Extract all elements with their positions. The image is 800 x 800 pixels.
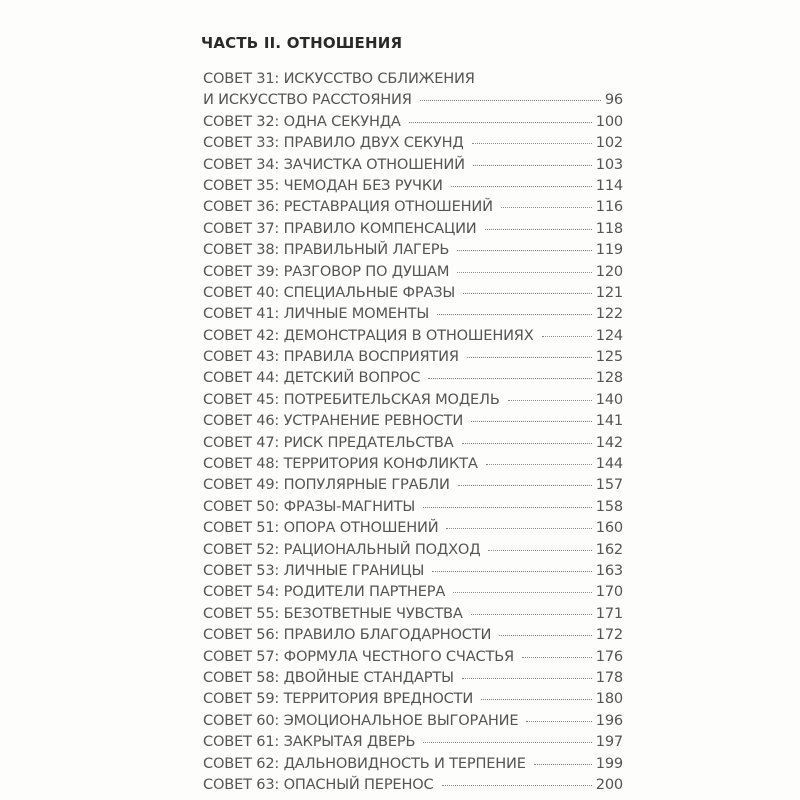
dot-leader [457,272,592,273]
toc-entry-title: СОВЕТ 63: ОПАСНЫЙ ПЕРЕНОС [203,775,434,793]
table-of-contents [203,70,623,797]
toc-entry-title: СОВЕТ 31: ИСКУССТВО СБЛИЖЕНИЯ [203,70,475,87]
toc-entry-title: СОВЕТ 43: ПРАВИЛА ВОСПРИЯТИЯ [203,348,459,366]
toc-entry-title: СОВЕТ 32: ОДНА СЕКУНДА [203,112,401,130]
toc-entry [203,113,623,134]
toc-entry-page: 171 [595,604,623,622]
toc-entry [203,712,623,733]
dot-leader [508,400,592,401]
toc-entry [203,177,623,198]
toc-entry-page: 180 [595,690,623,708]
toc-entry-page: 120 [595,262,623,280]
toc-entry-page: 163 [595,561,623,579]
toc-entry-title: СОВЕТ 59: ТЕРРИТОРИЯ ВРЕДНОСТИ [203,690,474,708]
toc-entry-page: 162 [595,540,623,558]
toc-entry [203,519,623,540]
toc-entry-title: СОВЕТ 40: СПЕЦИАЛЬНЫЕ ФРАЗЫ [203,283,456,301]
dot-leader [542,336,592,337]
toc-entry-page: 176 [595,647,623,665]
toc-entry-title: СОВЕТ 55: БЕЗОТВЕТНЫЕ ЧУВСТВА [203,604,463,622]
dot-leader [522,657,592,658]
toc-entry-page: 119 [595,241,623,259]
dot-leader [467,357,592,358]
toc-entry [203,241,623,262]
dot-leader [432,571,592,572]
toc-entry-title: СОВЕТ 37: ПРАВИЛО КОМПЕНСАЦИИ [203,219,477,237]
toc-entry-page: 114 [595,176,623,194]
toc-entry-title: СОВЕТ 45: ПОТРЕБИТЕЛЬСКАЯ МОДЕЛЬ [203,390,500,408]
dot-leader [499,635,592,636]
toc-entry-page: 199 [595,754,623,772]
toc-entry [203,70,623,91]
section-heading: ЧАСТЬ II. ОТНОШЕНИЯ [201,34,403,52]
toc-entry-title: СОВЕТ 54: РОДИТЕЛИ ПАРТНЕРА [203,583,446,601]
toc-entry [203,284,623,305]
toc-entry-page: 172 [595,626,623,644]
toc-entry-title: СОВЕТ 57: ФОРМУЛА ЧЕСТНОГО СЧАСТЬЯ [203,647,514,665]
toc-entry-title: СОВЕТ 58: ДВОЙНЫЕ СТАНДАРТЫ [203,668,454,686]
dot-leader [463,293,592,294]
toc-entry-page: 200 [595,775,623,793]
dot-leader [526,721,591,722]
dot-leader [423,507,592,508]
toc-entry [203,412,623,433]
dot-leader [485,229,592,230]
toc-entry [203,327,623,348]
toc-entry [203,755,623,776]
toc-entry-page: 125 [595,348,623,366]
toc-entry [203,583,623,604]
toc-entry-page: 128 [595,369,623,387]
toc-entry-page: 170 [595,583,623,601]
toc-entry [203,733,623,754]
toc-entry-page: 142 [595,433,623,451]
toc-entry-page: 178 [595,668,623,686]
toc-entry-title: СОВЕТ 39: РАЗГОВОР ПО ДУШАМ [203,262,450,280]
toc-entry [203,369,623,390]
toc-entry [203,220,623,241]
dot-leader [472,143,592,144]
toc-entry-page: 196 [595,711,623,729]
dot-leader [462,443,592,444]
toc-entry-page: 197 [595,733,623,751]
toc-entry [203,648,623,669]
toc-entry [203,134,623,155]
dot-leader [437,314,592,315]
toc-entry-page: 100 [595,112,623,130]
toc-entry [203,305,623,326]
toc-entry [203,541,623,562]
toc-entry-title: СОВЕТ 61: ЗАКРЫТАЯ ДВЕРЬ [203,733,416,751]
toc-entry [203,776,623,797]
toc-entry-title: СОВЕТ 56: ПРАВИЛО БЛАГОДАРНОСТИ [203,626,492,644]
dot-leader [473,165,592,166]
dot-leader [451,186,592,187]
toc-entry-page: 116 [595,198,623,216]
toc-entry-title: СОВЕТ 34: ЗАЧИСТКА ОТНОШЕНИЙ [203,155,465,173]
dot-leader [471,614,592,615]
toc-entry-title: СОВЕТ 36: РЕСТАВРАЦИЯ ОТНОШЕНИЙ [203,198,493,216]
toc-entry-page: 158 [595,497,623,515]
toc-entry-title: И ИСКУССТВО РАССТОЯНИЯ [203,91,412,109]
toc-entry [203,348,623,369]
toc-entry-title: СОВЕТ 52: РАЦИОНАЛЬНЫЙ ПОДХОД [203,540,481,558]
toc-entry [203,562,623,583]
toc-entry-title: СОВЕТ 35: ЧЕМОДАН БЕЗ РУЧКИ [203,176,443,194]
toc-entry-title: СОВЕТ 41: ЛИЧНЫЕ МОМЕНТЫ [203,305,430,323]
dot-leader [420,100,601,101]
toc-entry-title: СОВЕТ 49: ПОПУЛЯРНЫЕ ГРАБЛИ [203,476,450,494]
dot-leader [423,742,591,743]
toc-entry [203,476,623,497]
toc-entry [203,198,623,219]
toc-entry [203,156,623,177]
toc-entry [203,626,623,647]
toc-entry [203,455,623,476]
toc-entry-page: 141 [595,412,623,430]
toc-entry-page: 118 [595,219,623,237]
toc-entry-page: 144 [595,455,623,473]
dot-leader [409,122,592,123]
dot-leader [488,550,591,551]
toc-entry-page: 103 [595,155,623,173]
toc-entry [203,91,623,112]
toc-entry-title: СОВЕТ 46: УСТРАНЕНИЕ РЕВНОСТИ [203,412,464,430]
toc-entry [203,690,623,711]
dot-leader [501,207,592,208]
toc-entry-page: 160 [595,519,623,537]
dot-leader [446,528,591,529]
dot-leader [458,485,592,486]
toc-entry-page: 102 [595,134,623,152]
toc-entry-title: СОВЕТ 33: ПРАВИЛО ДВУХ СЕКУНД [203,134,464,152]
toc-entry [203,263,623,284]
toc-entry-page: 96 [604,91,623,109]
toc-entry-title: СОВЕТ 48: ТЕРРИТОРИЯ КОНФЛИКТА [203,455,478,473]
toc-entry-title: СОВЕТ 53: ЛИЧНЫЕ ГРАНИЦЫ [203,561,425,579]
dot-leader [486,464,592,465]
toc-entry-title: СОВЕТ 47: РИСК ПРЕДАТЕЛЬСТВА [203,433,454,451]
toc-entry-title: СОВЕТ 62: ДАЛЬНОВИДНОСТЬ И ТЕРПЕНИЕ [203,754,526,772]
toc-entry-page: 140 [595,390,623,408]
toc-entry [203,669,623,690]
toc-entry-title: СОВЕТ 51: ОПОРА ОТНОШЕНИЙ [203,519,439,537]
toc-entry-page: 121 [595,283,623,301]
toc-entry-title: СОВЕТ 42: ДЕМОНСТРАЦИЯ В ОТНОШЕНИЯХ [203,326,534,344]
toc-entry-title: СОВЕТ 38: ПРАВИЛЬНЫЙ ЛАГЕРЬ [203,241,450,259]
toc-entry-title: СОВЕТ 60: ЭМОЦИОНАЛЬНОЕ ВЫГОРАНИЕ [203,711,519,729]
dot-leader [481,699,592,700]
dot-leader [453,592,592,593]
toc-entry-page: 124 [595,326,623,344]
toc-entry-title: СОВЕТ 50: ФРАЗЫ-МАГНИТЫ [203,497,415,515]
dot-leader [457,250,592,251]
dot-leader [471,421,592,422]
toc-entry [203,434,623,455]
dot-leader [442,785,592,786]
toc-entry [203,605,623,626]
dot-leader [462,678,592,679]
toc-entry-title: СОВЕТ 44: ДЕТСКИЙ ВОПРОС [203,369,421,387]
dot-leader [534,764,592,765]
toc-entry [203,498,623,519]
toc-entry-page: 157 [595,476,623,494]
dot-leader [428,378,591,379]
toc-entry-page: 122 [595,305,623,323]
toc-entry [203,391,623,412]
